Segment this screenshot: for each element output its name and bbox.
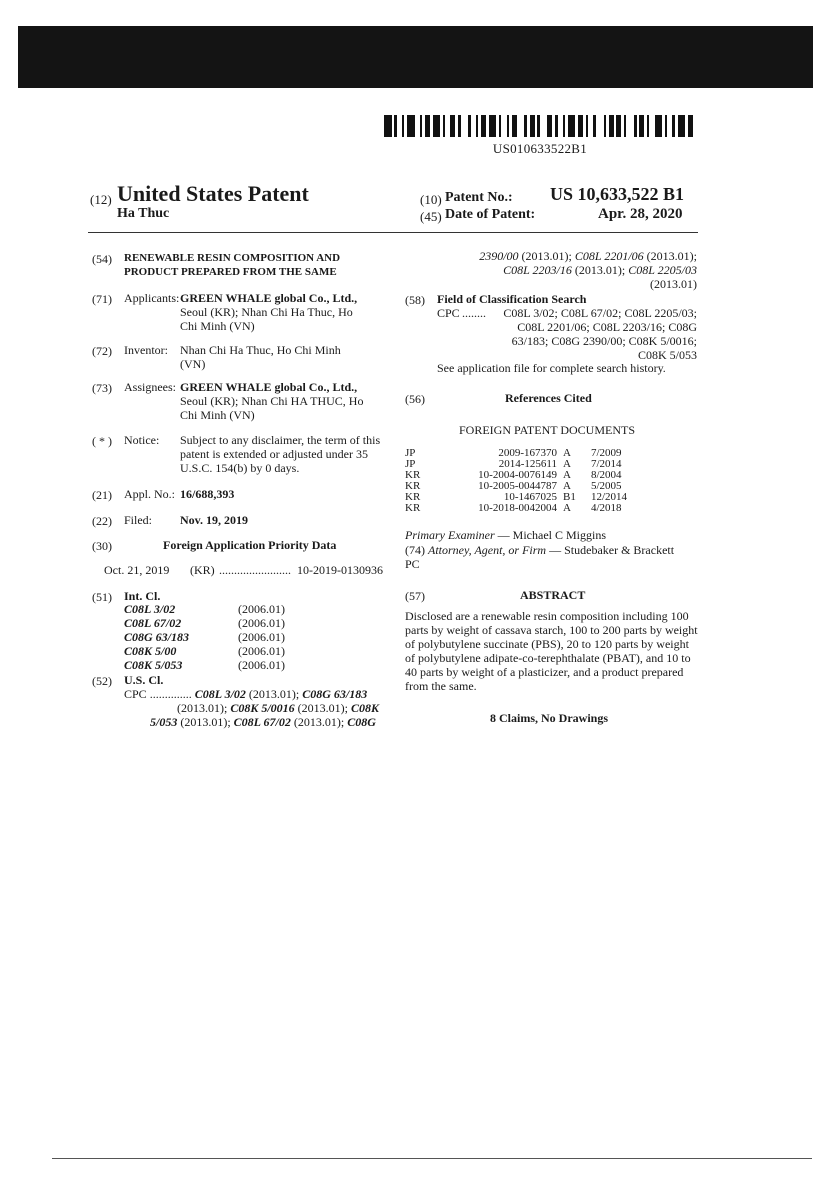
priority-heading: Foreign Application Priority Data — [163, 538, 337, 552]
field-cpc-list — [470, 306, 697, 362]
barcode-bar — [461, 115, 469, 137]
barcode-bar — [693, 115, 696, 137]
applicant-line: Seoul (KR); Nhan Chi Ha Thuc, Ho — [180, 305, 353, 319]
refs-row: JP 2009-167370 A 7/2009 — [405, 447, 622, 459]
assignee-line: Chi Minh (VN) — [180, 408, 255, 422]
barcode-bar — [433, 115, 441, 137]
title-line: PRODUCT PREPARED FROM THE SAME — [124, 266, 337, 278]
field-heading: Field of Classification Search — [437, 292, 587, 306]
refs-row: KR 10-1467025 B1 12/2014 — [405, 491, 628, 503]
appl-label: Appl. No.: — [124, 487, 175, 501]
abstract-line: parts by weight of cassava starch, 100 to 200 parts by weight — [405, 623, 698, 637]
uscl-line: C08L 2203/16 (2013.01); C08L 2205/03 — [503, 263, 697, 277]
doc-type-code: (12) — [90, 192, 112, 207]
field-cpc-label: CPC — [437, 306, 460, 320]
intcl-code: (51) — [92, 590, 112, 604]
priority-code: (30) — [92, 539, 112, 553]
scan-header-band — [18, 26, 813, 88]
notice-code: ( * ) — [92, 434, 112, 448]
patent-no-label: Patent No.: — [445, 190, 513, 205]
abstract-line: from the same. — [405, 679, 477, 693]
applicants-block — [180, 291, 357, 333]
intcl-row: C08K 5/00 (2006.01) — [124, 644, 285, 658]
abstract-line: 40 parts by weight of a plasticizer, and a product prepared — [405, 665, 684, 679]
abstract-code: (57) — [405, 589, 425, 603]
refs-row: KR 10-2004-0076149 A 8/2004 — [405, 469, 622, 481]
notice-label: Notice: — [124, 433, 160, 447]
field-cpc-dots: ........ — [462, 306, 486, 320]
priority-country: (KR) — [190, 563, 215, 577]
barcode-bar — [596, 115, 604, 137]
filed-code: (22) — [92, 514, 112, 528]
abstract-line: Disclosed are a renewable resin composition including 100 — [405, 609, 689, 623]
field-line: C08L 2201/06; C08L 2203/16; C08G — [517, 320, 697, 334]
refs-heading: References Cited — [505, 391, 592, 405]
appl-number: 16/688,393 — [180, 487, 235, 501]
notice-block — [180, 433, 380, 475]
assignee-line: GREEN WHALE global Co., Ltd., — [180, 380, 358, 394]
barcode-graphic — [384, 115, 696, 137]
intcl-row: C08L 3/02 (2006.01) — [124, 602, 285, 616]
applicants-code: (71) — [92, 292, 112, 306]
abstract-line: of polybutylene adipate-co-terephthalate (PBAT), and 10 to — [405, 651, 691, 665]
field-line: C08L 3/02; C08L 67/02; C08L 2205/03; — [503, 306, 697, 320]
abstract-body — [405, 609, 698, 693]
priority-dots: ........................ — [219, 563, 291, 577]
header-rule — [88, 232, 698, 233]
intcl-heading: Int. Cl. — [124, 589, 161, 603]
patent-no-code: (10) — [420, 192, 442, 207]
uscl-code: (52) — [92, 674, 112, 688]
barcode-bar — [568, 115, 576, 137]
uscl-line: 5/053 (2013.01); C08L 67/02 (2013.01); C08G — [150, 715, 376, 729]
attorney-line-2: PC — [405, 557, 420, 571]
intcl-row: C08G 63/183 (2006.01) — [124, 630, 285, 644]
field-line: 63/183; C08G 2390/00; C08K 5/0016; — [511, 334, 697, 348]
priority-number: 10-2019-0130936 — [297, 563, 383, 577]
uscl-heading: U.S. Cl. — [124, 673, 164, 687]
inventor-code: (72) — [92, 344, 112, 358]
title-code: (54) — [92, 252, 112, 266]
uscl-line: (2013.01); C08K 5/0016 (2013.01); C08K — [177, 701, 380, 715]
field-note: See application file for complete search history. — [437, 361, 666, 375]
filed-date: Nov. 19, 2019 — [180, 513, 249, 527]
barcode-bar — [407, 115, 415, 137]
intcl-row: C08K 5/053 (2006.01) — [124, 658, 285, 672]
footer-rule — [52, 1158, 812, 1159]
field-line: C08K 5/053 — [637, 348, 697, 362]
barcode-bar — [678, 115, 686, 137]
applicant-line: GREEN WHALE global Co., Ltd., — [180, 291, 358, 305]
doc-title: United States Patent — [117, 181, 309, 206]
primary-examiner: Primary Examiner — Michael C Miggins — [405, 528, 606, 542]
inventor-label: Inventor: — [124, 343, 168, 357]
claims-count: 8 Claims, No Drawings — [490, 711, 609, 725]
barcode-bar — [540, 115, 548, 137]
abstract-line: of polybutylene succinate (PBS), 20 to 120 parts by weight — [405, 637, 689, 651]
field-code: (58) — [405, 293, 425, 307]
inventor-line: Nhan Chi Ha Thuc, Ho Chi Minh — [180, 343, 341, 357]
applicant-line: Chi Minh (VN) — [180, 319, 255, 333]
priority-date: Oct. 21, 2019 — [104, 563, 170, 577]
uscl-line: 2390/00 (2013.01); C08L 2201/06 (2013.01); — [479, 249, 697, 263]
uscl-line: CPC .............. C08L 3/02 (2013.01); C08G 63/183 — [124, 687, 368, 701]
title-line: RENEWABLE RESIN COMPOSITION AND — [124, 252, 341, 264]
intcl-list — [124, 602, 285, 672]
barcode-bar — [626, 115, 634, 137]
uscl-cpc-continued — [420, 249, 697, 291]
notice-line: Subject to any disclaimer, the term of this — [180, 433, 381, 447]
inventor-line: (VN) — [180, 357, 206, 371]
refs-code: (56) — [405, 392, 425, 406]
assignees-code: (73) — [92, 381, 112, 395]
notice-line: U.S.C. 154(b) by 0 days. — [180, 461, 300, 475]
notice-line: patent is extended or adjusted under 35 — [180, 447, 368, 461]
uscl-line: (2013.01) — [650, 277, 697, 291]
intcl-row: C08L 67/02 (2006.01) — [124, 616, 285, 630]
assignees-block — [180, 380, 363, 422]
barcode-bar — [517, 115, 525, 137]
date-label: Date of Patent: — [445, 207, 536, 222]
refs-row: JP 2014-125611 A 7/2014 — [405, 458, 622, 470]
barcode-number: US010633522B1 — [492, 141, 588, 156]
date-of-patent: Apr. 28, 2020 — [598, 206, 683, 222]
barcode-bar — [384, 115, 392, 137]
applicants-label: Applicants: — [124, 291, 180, 305]
refs-row: KR 10-2005-0044787 A 5/2005 — [405, 480, 622, 492]
attorney: (74) Attorney, Agent, or Firm — Studebaker & Brackett — [405, 543, 675, 557]
patent-number: US 10,633,522 B1 — [550, 184, 685, 204]
barcode-bar — [655, 115, 663, 137]
refs-table — [405, 448, 697, 514]
uscl-cpc — [124, 687, 379, 729]
refs-subheading: FOREIGN PATENT DOCUMENTS — [459, 423, 636, 437]
date-code: (45) — [420, 209, 442, 224]
assignee-line: Seoul (KR); Nhan Chi HA THUC, Ho — [180, 394, 364, 408]
barcode-bar — [489, 115, 497, 137]
refs-row: KR 10-2018-0042004 A 4/2018 — [405, 502, 622, 514]
filed-label: Filed: — [124, 513, 153, 527]
abstract-heading: ABSTRACT — [520, 588, 586, 602]
inventor-short: Ha Thuc — [117, 206, 170, 221]
appl-code: (21) — [92, 488, 112, 502]
inventor-block — [180, 343, 341, 371]
assignees-label: Assignees: — [124, 380, 176, 394]
invention-title — [124, 251, 340, 279]
